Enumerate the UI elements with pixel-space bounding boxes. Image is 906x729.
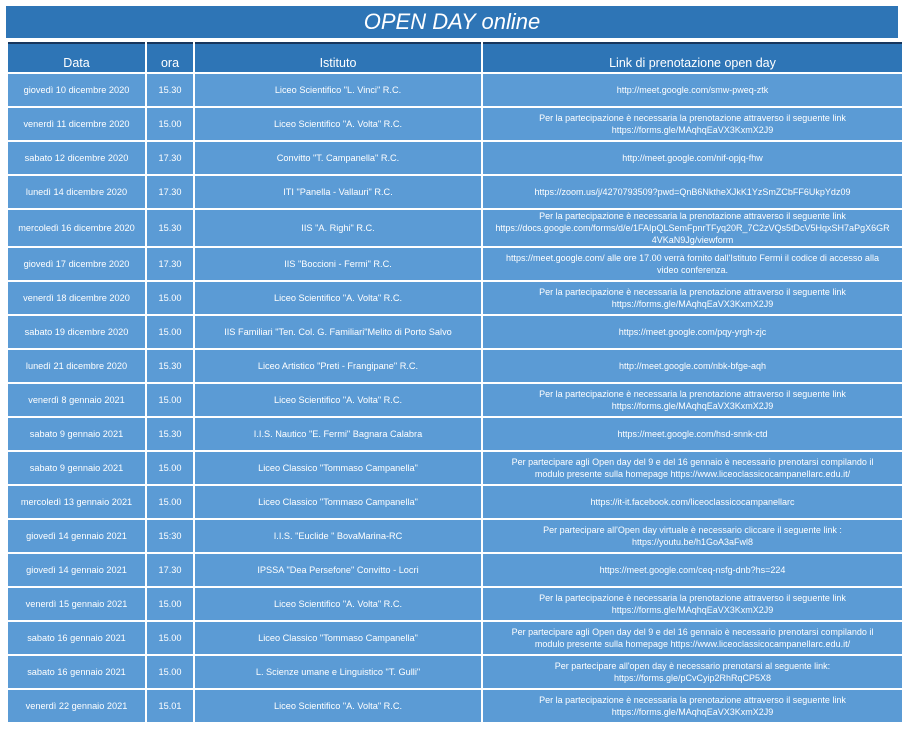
cell-istituto: L. Scienze umane e Linguistico "T. Gulli": [195, 656, 481, 688]
link-text[interactable]: https://forms.gle/MAqhqEaVX3KxmX2J9: [611, 401, 774, 411]
cell-ora: 17.30: [147, 142, 193, 174]
link-text[interactable]: http://meet.google.com/smw-pweq-ztk: [616, 85, 769, 95]
cell-istituto: IIS "Boccioni - Fermi" R.C.: [195, 248, 481, 280]
table-row: [8, 282, 902, 314]
table-row: [8, 690, 902, 722]
cell-istituto: Liceo Scientifico "A. Volta" R.C.: [195, 690, 481, 722]
cell-ora: 15.30: [147, 418, 193, 450]
cell-istituto: I.I.S. "Euclide " BovaMarina-RC: [195, 520, 481, 552]
link-text[interactable]: https://meet.google.com/ alle ore 17.00 verrà fornito dall'Istituto Fermi il codice di accesso alla: [506, 253, 879, 263]
table-row: [8, 248, 902, 280]
cell-istituto: IIS Familiari "Ten. Col. G. Familiari"Melito di Porto Salvo: [195, 316, 481, 348]
cell-ora: 15.30: [147, 350, 193, 382]
table-row: [8, 176, 902, 208]
cell-data: mercoledì 13 gennaio 2021: [8, 486, 145, 518]
cell-ora: 17.30: [147, 554, 193, 586]
cell-data: venerdì 18 dicembre 2020: [8, 282, 145, 314]
cell-ora: 15.00: [147, 486, 193, 518]
link-text[interactable]: https://it-it.facebook.com/liceoclassicocampanellarc: [590, 497, 795, 507]
table-row: [8, 520, 902, 552]
cell-data: sabato 19 dicembre 2020: [8, 316, 145, 348]
cell-link[interactable]: [483, 248, 902, 280]
cell-istituto: Liceo Artistico "Preti - Frangipane" R.C.: [195, 350, 481, 382]
cell-data: sabato 9 gennaio 2021: [8, 418, 145, 450]
table-row: [8, 486, 902, 518]
cell-link[interactable]: [483, 108, 902, 140]
link-text[interactable]: http://meet.google.com/nbk-bfge-aqh: [618, 361, 767, 371]
cell-ora: 15.00: [147, 622, 193, 654]
cell-istituto: Liceo Scientifico "A. Volta" R.C.: [195, 588, 481, 620]
cell-data: sabato 9 gennaio 2021: [8, 452, 145, 484]
cell-ora: 15.00: [147, 282, 193, 314]
cell-link[interactable]: [483, 384, 902, 416]
table-row: [8, 350, 902, 382]
table-row: [8, 554, 902, 586]
open-day-table: [6, 40, 904, 724]
cell-link[interactable]: [483, 74, 902, 106]
cell-link[interactable]: [483, 316, 902, 348]
cell-ora: 15.30: [147, 210, 193, 246]
cell-ora: 15.00: [147, 452, 193, 484]
cell-istituto: IPSSA "Dea Persefone" Convitto - Locri: [195, 554, 481, 586]
cell-link[interactable]: [483, 142, 902, 174]
link-text[interactable]: https://forms.gle/MAqhqEaVX3KxmX2J9: [611, 605, 774, 615]
cell-istituto: Liceo Classico "Tommaso Campanella": [195, 486, 481, 518]
link-text[interactable]: Per partecipare all'open day è necessario prenotarsi al seguente link:: [554, 661, 831, 671]
header-ora: ora: [147, 42, 193, 72]
cell-link[interactable]: [483, 176, 902, 208]
link-text[interactable]: https://forms.gle/MAqhqEaVX3KxmX2J9: [611, 299, 774, 309]
table-row: [8, 622, 902, 654]
link-text[interactable]: https://meet.google.com/hsd-snnk-ctd: [617, 429, 768, 439]
link-text[interactable]: 4VKaN9Jg/viewform: [651, 235, 734, 245]
cell-data: giovedì 14 gennaio 2021: [8, 520, 145, 552]
cell-link[interactable]: [483, 656, 902, 688]
link-text[interactable]: http://meet.google.com/nif-opjq-fhw: [622, 153, 763, 163]
cell-ora: 15.01: [147, 690, 193, 722]
cell-istituto: Liceo Scientifico "A. Volta" R.C.: [195, 108, 481, 140]
link-text[interactable]: https://forms.gle/MAqhqEaVX3KxmX2J9: [611, 125, 774, 135]
cell-data: lunedì 14 dicembre 2020: [8, 176, 145, 208]
table-row: [8, 656, 902, 688]
link-text[interactable]: Per partecipare agli Open day del 9 e del 16 gennaio è necessario prenotarsi compilando il: [511, 457, 874, 467]
table-row: [8, 210, 902, 246]
table-header-row: [8, 42, 902, 72]
table-row: [8, 384, 902, 416]
cell-istituto: Liceo Scientifico "A. Volta" R.C.: [195, 384, 481, 416]
cell-istituto: IIS "A. Righi" R.C.: [195, 210, 481, 246]
cell-ora: 15:30: [147, 520, 193, 552]
cell-data: sabato 16 gennaio 2021: [8, 656, 145, 688]
cell-data: venerdì 8 gennaio 2021: [8, 384, 145, 416]
cell-ora: 15.00: [147, 316, 193, 348]
link-text[interactable]: Per la partecipazione è necessaria la prenotazione attraverso il seguente link: [539, 287, 846, 297]
cell-istituto: Liceo Scientifico "A. Volta" R.C.: [195, 282, 481, 314]
cell-link[interactable]: [483, 486, 902, 518]
link-text[interactable]: video conferenza.: [656, 265, 729, 275]
cell-data: venerdì 15 gennaio 2021: [8, 588, 145, 620]
cell-ora: 15.00: [147, 656, 193, 688]
cell-istituto: Liceo Scientifico "L. Vinci" R.C.: [195, 74, 481, 106]
table-row: [8, 316, 902, 348]
link-text[interactable]: https://forms.gle/pCvCyip2RhRqCP5X8: [613, 673, 772, 683]
cell-ora: 15.00: [147, 108, 193, 140]
cell-data: giovedì 17 dicembre 2020: [8, 248, 145, 280]
link-text[interactable]: https://youtu.be/h1GoA3aFwl8: [631, 537, 754, 547]
link-text[interactable]: Per la partecipazione è necessaria la prenotazione attraverso il seguente link: [539, 211, 846, 221]
cell-link[interactable]: [483, 520, 902, 552]
cell-data: giovedì 14 gennaio 2021: [8, 554, 145, 586]
cell-istituto: I.I.S. Nautico "E. Fermi" Bagnara Calabra: [195, 418, 481, 450]
cell-data: giovedì 10 dicembre 2020: [8, 74, 145, 106]
page-title: OPEN DAY online: [6, 6, 898, 38]
cell-link[interactable]: [483, 350, 902, 382]
table-row: [8, 452, 902, 484]
link-text[interactable]: https://forms.gle/MAqhqEaVX3KxmX2J9: [611, 707, 774, 717]
link-text[interactable]: Per partecipare all'Open day virtuale è necessario cliccare il seguente link :: [543, 525, 842, 535]
table-row: [8, 418, 902, 450]
table-body: [8, 74, 902, 722]
link-text[interactable]: Per la partecipazione è necessaria la prenotazione attraverso il seguente link: [539, 695, 846, 705]
link-text[interactable]: Per la partecipazione è necessaria la prenotazione attraverso il seguente link: [539, 593, 846, 603]
link-text[interactable]: https://meet.google.com/pqy-yrgh-zjc: [618, 327, 767, 337]
cell-link[interactable]: [483, 554, 902, 586]
cell-istituto: Convitto "T. Campanella" R.C.: [195, 142, 481, 174]
cell-ora: 17.30: [147, 176, 193, 208]
cell-ora: 15.30: [147, 74, 193, 106]
cell-ora: 17.30: [147, 248, 193, 280]
link-text[interactable]: Per la partecipazione è necessaria la prenotazione attraverso il seguente link: [539, 113, 846, 123]
cell-data: sabato 12 dicembre 2020: [8, 142, 145, 174]
cell-data: venerdì 22 gennaio 2021: [8, 690, 145, 722]
link-text[interactable]: modulo presente sulla homepage https://www.liceoclassicocampanellarc.edu.it/: [534, 639, 851, 649]
table-row: [8, 142, 902, 174]
cell-link[interactable]: [483, 418, 902, 450]
table-row: [8, 108, 902, 140]
cell-data: sabato 16 gennaio 2021: [8, 622, 145, 654]
link-text[interactable]: https://docs.google.com/forms/d/e/1FAIpQLSemFpnrTFyq20R_7C2zVQs5tDcV5HqxSH7aPgX6GR: [495, 223, 890, 233]
header-istituto: Istituto: [195, 42, 481, 72]
header-data: Data: [8, 42, 145, 72]
cell-link[interactable]: [483, 588, 902, 620]
link-text[interactable]: modulo presente sulla homepage https://www.liceoclassicocampanellarc.edu.it/: [534, 469, 851, 479]
table-row: [8, 588, 902, 620]
cell-istituto: ITI "Panella - Vallauri" R.C.: [195, 176, 481, 208]
cell-link[interactable]: [483, 452, 902, 484]
cell-link[interactable]: [483, 690, 902, 722]
header-link: Link di prenotazione open day: [483, 42, 902, 72]
cell-link[interactable]: [483, 210, 902, 246]
table-row: [8, 74, 902, 106]
link-text[interactable]: Per partecipare agli Open day del 9 e del 16 gennaio è necessario prenotarsi compilando il: [511, 627, 874, 637]
cell-istituto: Liceo Classico "Tommaso Campanella": [195, 622, 481, 654]
cell-istituto: Liceo Classico "Tommaso Campanella": [195, 452, 481, 484]
cell-ora: 15.00: [147, 588, 193, 620]
cell-link[interactable]: [483, 622, 902, 654]
cell-link[interactable]: [483, 282, 902, 314]
link-text[interactable]: Per la partecipazione è necessaria la prenotazione attraverso il seguente link: [539, 389, 846, 399]
link-text[interactable]: https://meet.google.com/ceq-nsfg-dnb?hs=224: [599, 565, 786, 575]
link-text[interactable]: https://zoom.us/j/4270793509?pwd=QnB6NktheXJkK1YzSmZCbFF6UkpYdz09: [534, 187, 851, 197]
cell-data: venerdì 11 dicembre 2020: [8, 108, 145, 140]
cell-ora: 15.00: [147, 384, 193, 416]
cell-data: lunedì 21 dicembre 2020: [8, 350, 145, 382]
cell-data: mercoledì 16 dicembre 2020: [8, 210, 145, 246]
